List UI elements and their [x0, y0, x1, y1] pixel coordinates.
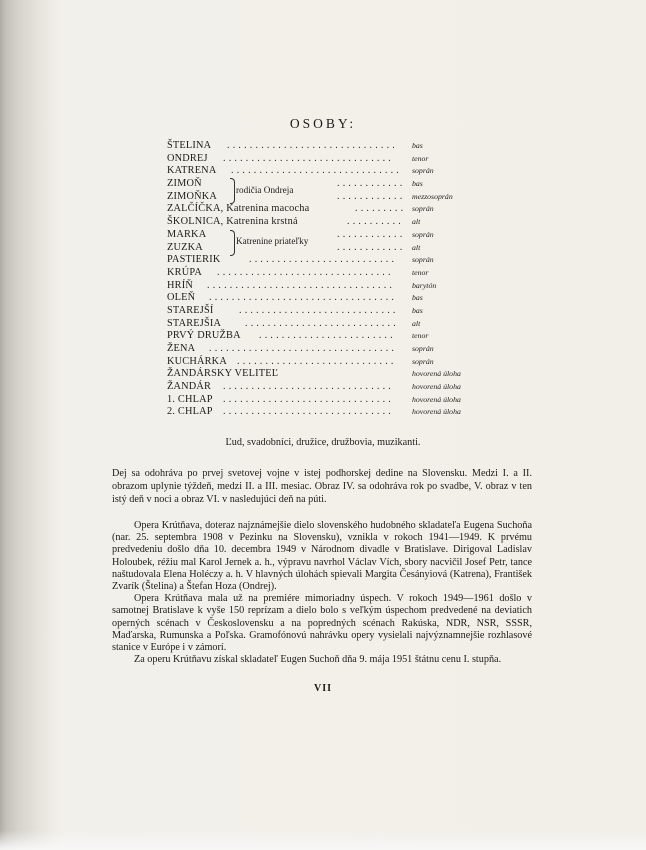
- group-label-friends: Katrenine priateľky: [236, 236, 309, 246]
- role-name: KRÚPA: [167, 266, 202, 278]
- voice-type: hovorená úloha: [412, 382, 461, 392]
- info-paragraph: Opera Krútňava, doteraz najznámejšie dielo slovenského hudobného skladateľa Eugena Suchoňa (nar. 25. septembra 1908 v Pezinku na Slovensku), vznikla v rokoch 1941—1949. K prvému predvedeniu došlo dňa 10. decembra 1949 v Národnom divadle v Bratislave. Dirigoval Ladislav Holoubek, réžiu mal Karol Jernek a. h., výpravu navrhol Václav Vích, sbory nacvičil Josef Petr, tance naštudovala Elena Holéczy a. h. V hlavných úlohách spievali Margita Česányiová (Katrena), František Zvarík (Štelina) a Štefan Hoza (Ondrej).: [112, 520, 532, 593]
- cast-row: [167, 153, 475, 166]
- role-name: ONDREJ: [167, 152, 208, 164]
- role-name: STAREJŠIA: [167, 317, 222, 329]
- voice-type: tenor: [412, 267, 429, 277]
- leader-dots: ............: [337, 241, 406, 253]
- page-bottom-edge: [0, 830, 646, 850]
- role-name: ŠTELINA: [167, 140, 212, 151]
- voice-type: soprán: [412, 204, 434, 214]
- voice-type: soprán: [412, 344, 434, 353]
- cast-row: [167, 242, 475, 255]
- leader-dots: .................................: [209, 343, 398, 354]
- role-name: MARKA: [167, 228, 207, 240]
- leader-dots: ..............................: [223, 152, 394, 164]
- voice-type: alt: [412, 318, 421, 328]
- cast-row: [167, 216, 475, 229]
- cast-row: [167, 343, 475, 356]
- cast-row: [167, 394, 475, 407]
- voice-type: barytón: [412, 280, 437, 290]
- leader-dots: ............................: [239, 304, 399, 316]
- role-name: ŽENA: [167, 343, 196, 354]
- role-name: ŠKOLNICA, Katrenina krstná: [167, 216, 298, 228]
- info-paragraph: Za operu Krútňavu získal skladateľ Eugen Suchoň dňa 9. mája 1951 štátnu cenu I. stupňa.: [134, 654, 502, 666]
- cast-row: [167, 356, 475, 369]
- role-name: ZUZKA: [167, 241, 203, 253]
- cast-list: [167, 140, 475, 419]
- cast-row: [167, 292, 475, 305]
- role-name: ZALČÍČKA, Katrenina macocha: [167, 203, 310, 215]
- brace-friends: [230, 230, 235, 256]
- page-number: VII: [313, 683, 332, 694]
- cast-row: [167, 178, 475, 191]
- leader-dots: ...........................: [245, 317, 399, 329]
- role-name: ZIMOŇ: [167, 178, 202, 190]
- voice-type: hovorená úloha: [412, 407, 461, 417]
- leader-dots: .................................: [209, 292, 398, 304]
- role-name: 1. CHLAP: [167, 393, 213, 405]
- leader-dots: ..........: [347, 216, 404, 228]
- cast-row: [167, 254, 475, 267]
- group-label-parents: rodičia Ondreja: [236, 185, 294, 195]
- cast-row: [167, 267, 475, 280]
- opera-info: [112, 520, 532, 666]
- leader-dots: ............: [337, 178, 406, 190]
- leader-dots: ............: [337, 190, 406, 202]
- voice-type: soprán: [412, 356, 434, 366]
- cast-heading: OSOBY:: [289, 116, 357, 131]
- leader-dots: ..............................: [223, 381, 394, 393]
- role-name: OLEŇ: [167, 292, 196, 304]
- cast-row: [167, 165, 475, 178]
- voice-type: alt: [412, 217, 421, 227]
- leader-dots: ........................: [259, 330, 396, 342]
- role-name: HRÍŇ: [167, 279, 193, 291]
- cast-row: [167, 406, 475, 419]
- leader-dots: ............: [337, 228, 406, 240]
- cast-row: [167, 330, 475, 343]
- cast-row: [167, 203, 475, 216]
- cast-row: [167, 140, 475, 153]
- role-name: ŽANDÁRSKY VELITEĽ: [167, 368, 279, 380]
- role-name: PRVÝ DRUŽBA: [167, 330, 241, 342]
- role-name: 2. CHLAP: [167, 406, 213, 418]
- chorus-line: Ľud, svadobníci, družice, družbovia, muzikanti.: [225, 437, 421, 448]
- voice-type: bas: [412, 305, 423, 315]
- cast-row: [167, 381, 475, 394]
- voice-type: hovorená úloha: [412, 394, 461, 404]
- setting-paragraph: Dej sa odohráva po prvej svetovej vojne v istej podhorskej dedine na Slovensku. Medzi I. a II. obrazom uplynie týždeň, medzi II. a III. mesiac. Obraz IV. sa odohráva rok po svadbe, V. obraz v ten istý deň v noci a obraz VI. v nasledujúci deň na púti.: [112, 468, 532, 505]
- leader-dots: ..............................: [231, 165, 402, 177]
- voice-type: tenor: [412, 153, 429, 163]
- voice-type: bas: [412, 293, 423, 303]
- voice-type: soprán: [412, 255, 434, 265]
- info-paragraph: Opera Krútňava mala už na premiére mimoriadny úspech. V rokoch 1949—1961 došlo v samotnej Bratislave k vyše 150 reprízam a dielo bolo s veľkým úspechom predvedené na deviatich operných scénach v Československu a na popredných scénach Rakúska, NDR, NSR, SSSR, Maďarska, Rumunska a Poľska. Gramofónovú nahrávku opery vysielali najvýznamnejšie rozhlasové stanice v Európe i v zámorí.: [112, 593, 532, 654]
- voice-type: bas: [412, 179, 423, 189]
- role-name: ŽANDÁR: [167, 381, 212, 393]
- role-name: STAREJŠÍ: [167, 304, 214, 316]
- leader-dots: ...............................: [217, 266, 394, 278]
- voice-type: bas: [412, 141, 423, 150]
- leader-dots: ..............................: [227, 140, 398, 151]
- leader-dots: ............................: [237, 355, 397, 367]
- leader-dots: ..............................: [223, 393, 394, 405]
- cast-row: [167, 191, 475, 204]
- cast-row: [167, 368, 475, 381]
- cast-row: [167, 318, 475, 331]
- voice-type: hovorená úloha: [412, 369, 461, 379]
- voice-type: soprán: [412, 166, 434, 176]
- brace-parents: [230, 178, 235, 204]
- voice-type: soprán: [412, 229, 434, 239]
- voice-type: tenor: [412, 331, 429, 341]
- role-name: PASTIERIK: [167, 254, 221, 266]
- leader-dots: .................................: [207, 279, 396, 291]
- leader-dots: ..........................: [249, 254, 398, 266]
- leader-dots: ..............................: [223, 406, 394, 418]
- role-name: KATRENA: [167, 165, 217, 177]
- role-name: ZIMOŇKA: [167, 190, 218, 202]
- voice-type: mezzosoprán: [412, 191, 453, 201]
- cast-row: [167, 305, 475, 318]
- role-name: KUCHÁRKA: [167, 355, 227, 367]
- voice-type: alt: [412, 242, 421, 252]
- cast-row: [167, 229, 475, 242]
- leader-dots: .........: [355, 203, 407, 215]
- cast-row: [167, 280, 475, 293]
